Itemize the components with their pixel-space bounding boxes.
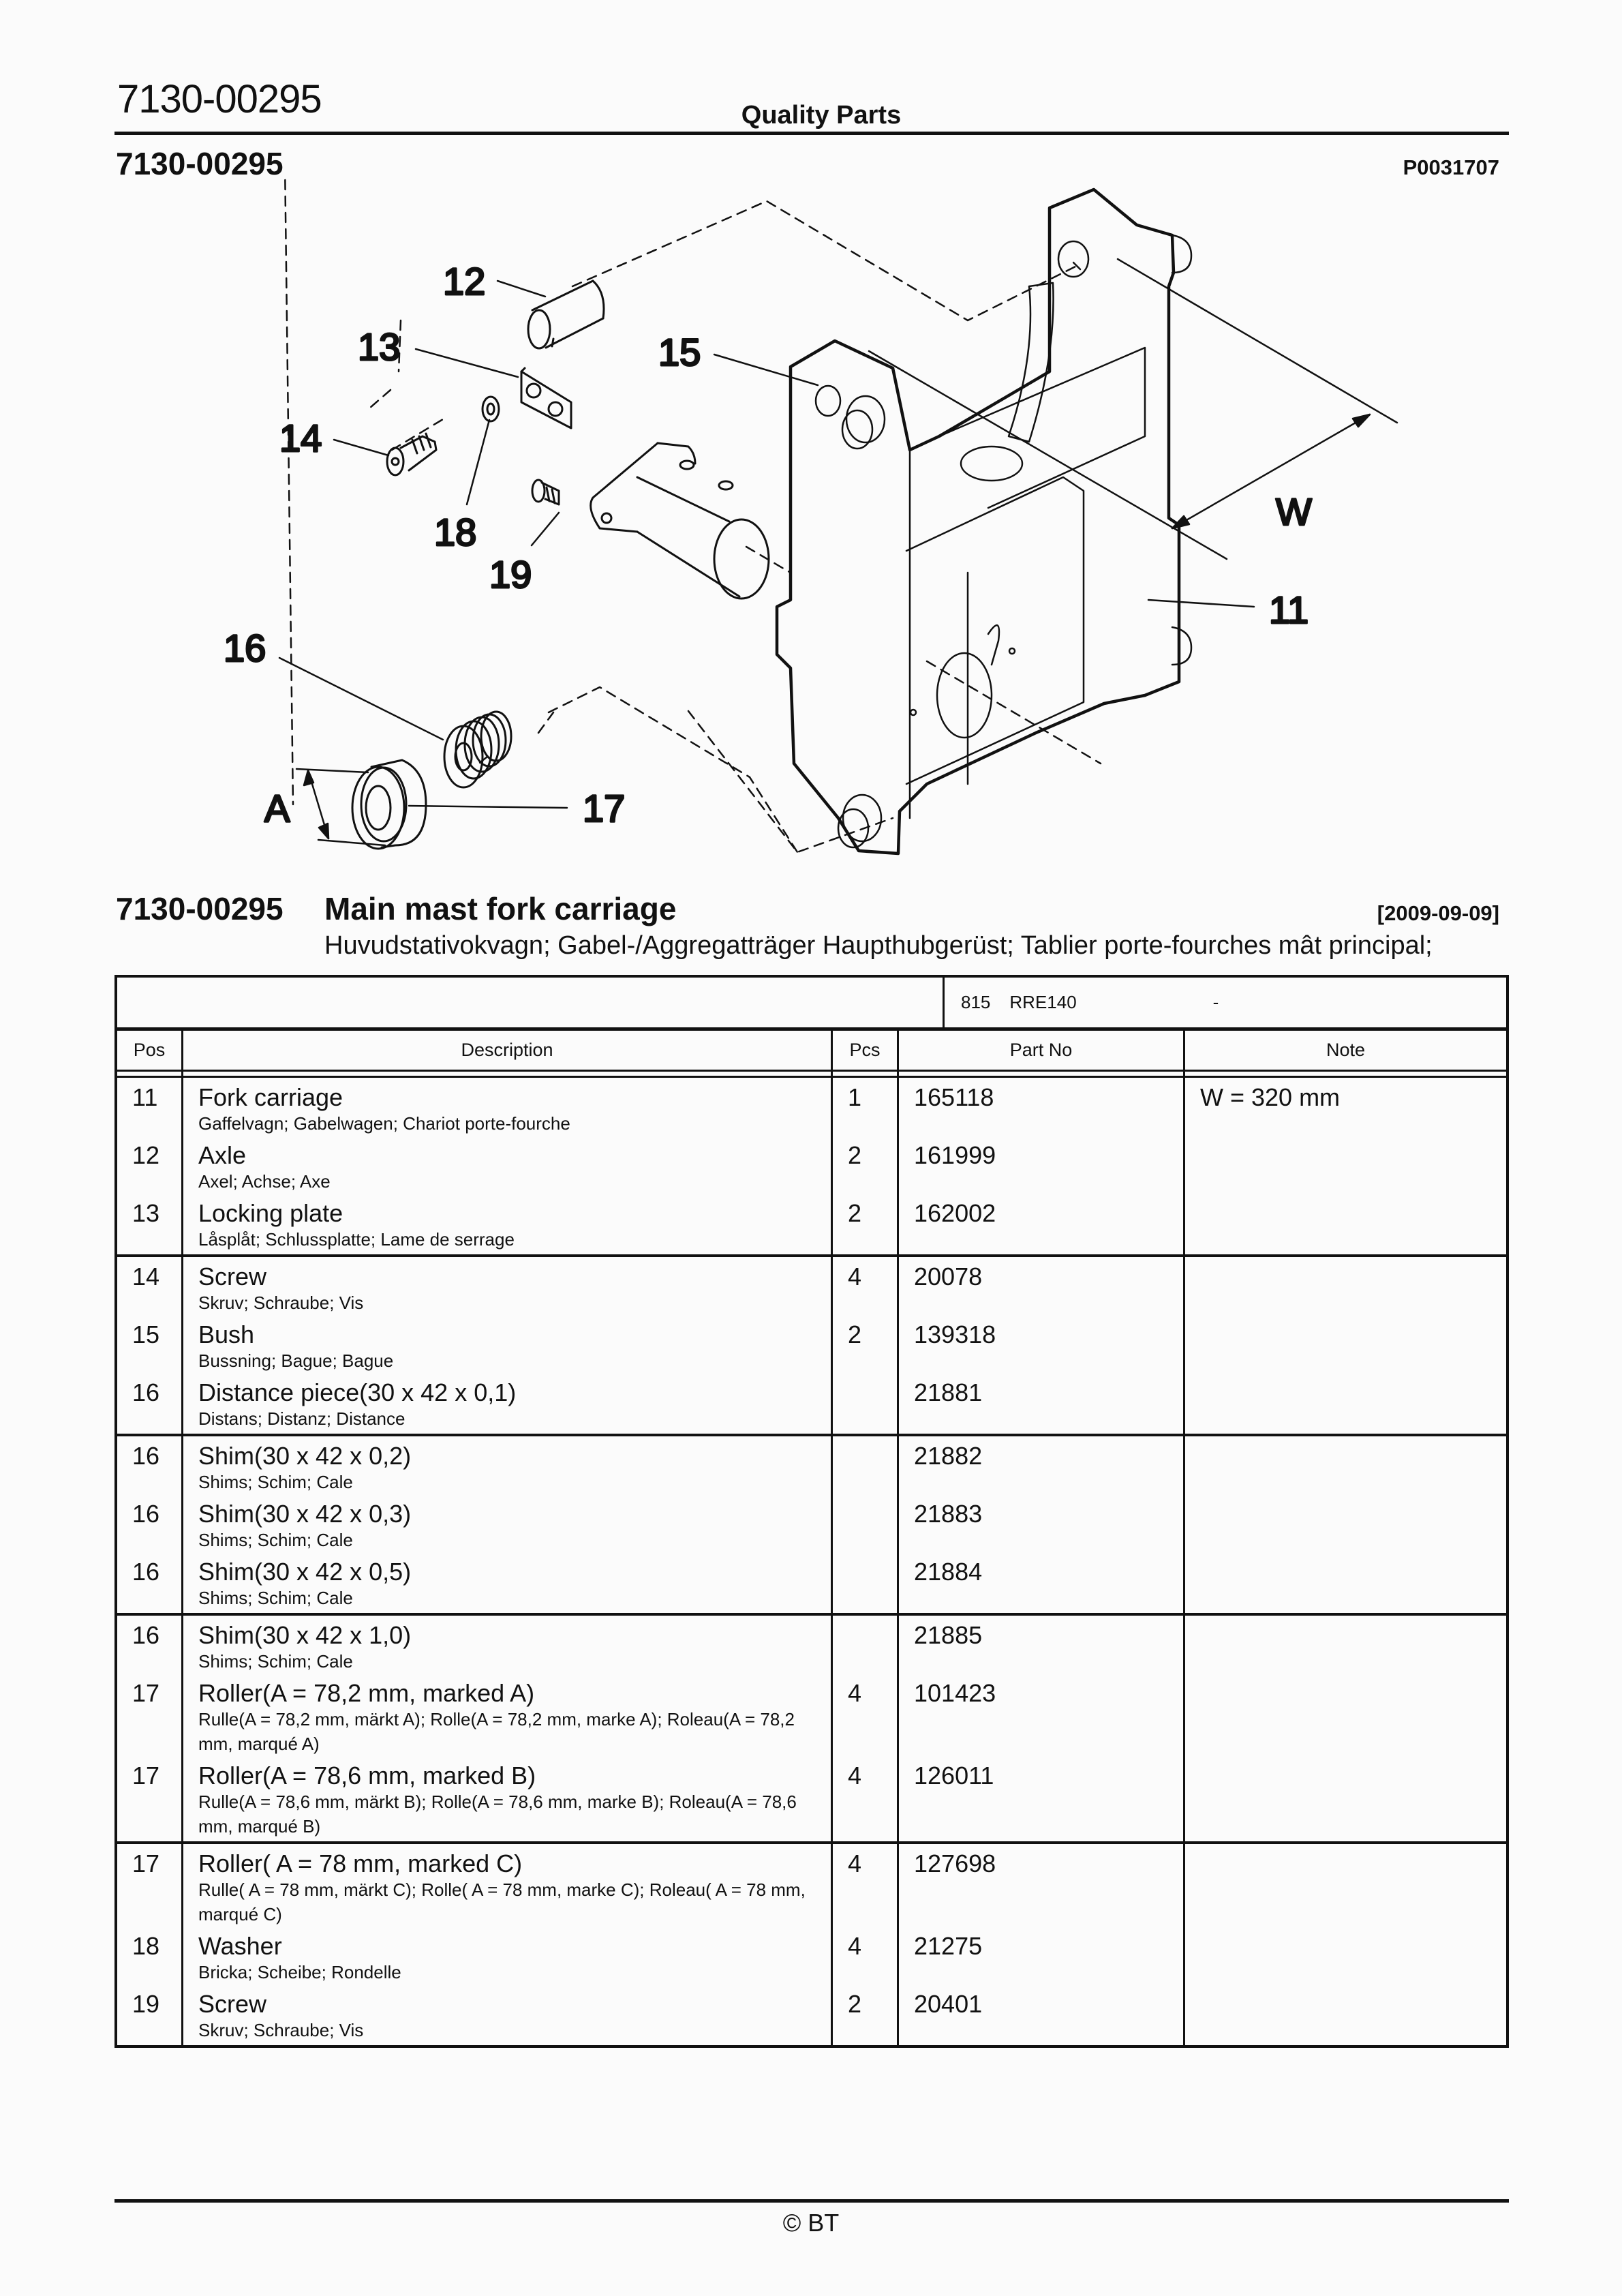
table-row-part-number — [899, 1373, 1183, 1431]
table-row-note — [1185, 1927, 1506, 1984]
table-row-quantity — [833, 1844, 897, 1927]
table-row-position-number — [117, 1078, 181, 1136]
column-pcs — [833, 1844, 899, 2045]
header-title: Quality Parts — [741, 101, 902, 130]
column-pos — [117, 1257, 183, 1434]
screw-part — [387, 434, 436, 475]
roller-part — [352, 760, 426, 849]
quantity: 4 — [848, 1263, 862, 1290]
table-row-description — [183, 1078, 831, 1136]
column-desc — [183, 1078, 833, 1254]
table-row-position-number — [117, 1194, 181, 1252]
column-desc — [183, 1616, 833, 1841]
table-row-part-number — [899, 1194, 1183, 1252]
column-note — [1185, 1257, 1506, 1434]
illustration-reference: P0031707 — [1403, 155, 1499, 179]
column-desc — [183, 1844, 833, 2045]
row-group — [117, 1257, 1506, 1436]
group-title-translations: Huvudstativokvagn; Gabel-/Aggregatträger Haupthubgerüst; Tablier porte-fourches mât principal; — [324, 931, 1433, 960]
table-row-description — [183, 1136, 831, 1194]
document-code: 7130-00295 — [117, 77, 322, 121]
washer-part — [483, 397, 499, 421]
note: W = 320 mm — [1200, 1083, 1341, 1111]
table-row-note — [1185, 1494, 1506, 1552]
model-name: RRE140 — [1009, 992, 1077, 1012]
part-name: Shim(30 x 42 x 0,3) — [198, 1500, 412, 1528]
table-row-quantity — [833, 1078, 897, 1136]
part-number[interactable]: 161999 — [914, 1141, 996, 1169]
table-row-note — [1185, 1552, 1506, 1610]
footer-divider — [114, 2199, 1509, 2203]
table-row-part-number — [899, 1136, 1183, 1194]
part-number[interactable]: 162002 — [914, 1199, 996, 1227]
callout-19: 19 — [489, 553, 532, 596]
table-row-quantity — [833, 1756, 897, 1839]
model-row — [117, 978, 1506, 1031]
part-name: Shim(30 x 42 x 1,0) — [198, 1621, 412, 1649]
table-row-description — [183, 1984, 831, 2042]
column-pcs — [833, 1436, 899, 1613]
callout-12: 12 — [443, 260, 486, 303]
table-row-position-number — [117, 1552, 181, 1610]
model-range: - — [1212, 992, 1219, 1012]
table-row-note — [1185, 1844, 1506, 1927]
row-group — [117, 1078, 1506, 1257]
part-name-translations: Låsplåt; Schlussplatte; Lame de serrage — [198, 1229, 515, 1250]
part-name: Shim(30 x 42 x 0,5) — [198, 1558, 412, 1586]
table-row-note — [1185, 1257, 1506, 1315]
table-row-description — [183, 1552, 831, 1610]
part-number[interactable]: 21882 — [914, 1442, 983, 1470]
callout-15: 15 — [658, 331, 701, 374]
table-row-note — [1185, 1436, 1506, 1494]
part-name: Roller( A = 78 mm, marked C) — [198, 1849, 523, 1877]
model-row-blank — [117, 978, 945, 1027]
row-group — [117, 1436, 1506, 1616]
part-name: Axle — [198, 1141, 247, 1169]
part-name-translations: Shims; Schim; Cale — [198, 1472, 353, 1492]
column-note — [1185, 1078, 1506, 1254]
header-divider — [114, 132, 1509, 135]
dimension-w — [1172, 414, 1370, 528]
column-pos — [117, 1436, 183, 1613]
table-row-note — [1185, 1315, 1506, 1373]
column-part-no — [899, 1436, 1185, 1613]
table-row-position-number — [117, 1436, 181, 1494]
part-name-translations: Axel; Achse; Axe — [198, 1171, 331, 1192]
part-name: Roller(A = 78,2 mm, marked A) — [198, 1679, 535, 1707]
column-pos — [117, 1078, 183, 1254]
table-row-quantity — [833, 1494, 897, 1552]
column-pos — [117, 1844, 183, 2045]
position-number: 12 — [132, 1141, 160, 1169]
position-number: 19 — [132, 1990, 160, 2018]
part-name-translations: Rulle(A = 78,6 mm, märkt B); Rolle(A = 78,6 mm, marke B); Roleau(A = 78,6 mm, marqué B) — [198, 1792, 797, 1837]
table-header — [117, 1031, 1506, 1072]
part-name-translations: Skruv; Schraube; Vis — [198, 1293, 364, 1313]
column-part-no — [899, 1257, 1185, 1434]
table-row-position-number — [117, 1756, 181, 1839]
header-gap — [117, 1072, 1506, 1078]
axle-part — [528, 281, 604, 348]
table-row-description — [183, 1844, 831, 1927]
quantity: 2 — [848, 1199, 862, 1227]
part-number[interactable]: 101423 — [914, 1679, 996, 1707]
part-name: Shim(30 x 42 x 0,2) — [198, 1442, 412, 1470]
part-name-translations: Gaffelvagn; Gabelwagen; Chariot porte-fourche — [198, 1113, 570, 1134]
column-pcs — [833, 1616, 899, 1841]
part-name: Bush — [198, 1320, 255, 1348]
table-row-description — [183, 1494, 831, 1552]
part-name: Screw — [198, 1990, 267, 2018]
quantity: 2 — [848, 1141, 862, 1169]
row-group — [117, 1616, 1506, 1844]
model-info — [945, 978, 1506, 1027]
quantity: 1 — [848, 1083, 862, 1111]
table-row-part-number — [899, 1756, 1183, 1839]
table-row-description — [183, 1257, 831, 1315]
table-row-note — [1185, 1194, 1506, 1252]
fork-carriage-part — [777, 190, 1179, 854]
column-pos — [117, 1616, 183, 1841]
position-number: 17 — [132, 1849, 160, 1877]
table-row-note — [1185, 1616, 1506, 1674]
position-number: 16 — [132, 1558, 160, 1586]
column-part-no — [899, 1616, 1185, 1841]
table-row-part-number — [899, 1552, 1183, 1610]
quantity: 4 — [848, 1932, 862, 1960]
part-name-translations: Skruv; Schraube; Vis — [198, 2020, 364, 2040]
quantity: 4 — [848, 1762, 862, 1789]
table-row-position-number — [117, 1844, 181, 1927]
callout-17: 17 — [583, 787, 626, 830]
copyright: © BT — [782, 2209, 840, 2237]
table-row-description — [183, 1674, 831, 1756]
table-row-quantity — [833, 1927, 897, 1984]
header-note: Note — [1326, 1040, 1366, 1060]
shims-part — [444, 712, 511, 787]
position-number: 16 — [132, 1621, 160, 1649]
column-part-no — [899, 1078, 1185, 1254]
part-number[interactable]: 21884 — [914, 1558, 983, 1586]
position-number: 11 — [132, 1083, 158, 1111]
part-number[interactable]: 139318 — [914, 1320, 996, 1348]
part-name-translations: Bricka; Scheibe; Rondelle — [198, 1962, 401, 1982]
quantity: 4 — [848, 1679, 862, 1707]
position-number: 15 — [132, 1320, 160, 1348]
quantity: 2 — [848, 1320, 862, 1348]
part-number[interactable]: 20401 — [914, 1990, 983, 2018]
part-name-translations: Rulle(A = 78,2 mm, märkt A); Rolle(A = 78,2 mm, marke A); Roleau(A = 78,2 mm, marqué A) — [198, 1709, 795, 1754]
part-name: Locking plate — [198, 1199, 343, 1227]
position-number: 16 — [132, 1442, 160, 1470]
table-row-note — [1185, 1373, 1506, 1431]
table-row-part-number — [899, 1078, 1183, 1136]
dimension-a — [296, 769, 385, 845]
table-row-part-number — [899, 1984, 1183, 2042]
callout-16: 16 — [224, 626, 266, 669]
part-name: Fork carriage — [198, 1083, 343, 1111]
header-pcs: Pcs — [833, 1031, 899, 1070]
part-name-translations: Rulle( A = 78 mm, märkt C); Rolle( A = 78 mm, marke C); Roleau( A = 78 mm, marqué C) — [198, 1879, 806, 1924]
quantity: 4 — [848, 1849, 862, 1877]
header-description: Description — [183, 1031, 833, 1070]
table-row-quantity — [833, 1616, 897, 1674]
part-name-translations: Bussning; Bague; Bague — [198, 1350, 394, 1371]
column-part-no — [899, 1844, 1185, 2045]
table-body — [117, 1078, 1506, 2045]
part-name-translations: Distans; Distanz; Distance — [198, 1408, 406, 1429]
callout-18: 18 — [434, 511, 477, 554]
part-number[interactable]: 21885 — [914, 1621, 983, 1649]
position-number: 13 — [132, 1199, 160, 1227]
exploded-view-diagram — [114, 177, 1509, 873]
table-row-position-number — [117, 1315, 181, 1373]
table-row-description — [183, 1616, 831, 1674]
row-group — [117, 1844, 1506, 2045]
column-pcs — [833, 1257, 899, 1434]
callout-13: 13 — [358, 325, 401, 368]
table-row-part-number — [899, 1315, 1183, 1373]
column-desc — [183, 1257, 833, 1434]
table-row-part-number — [899, 1927, 1183, 1984]
table-row-description — [183, 1194, 831, 1252]
header-part-no: Part No — [899, 1031, 1185, 1070]
part-name: Roller(A = 78,6 mm, marked B) — [198, 1762, 536, 1789]
table-row-position-number — [117, 1984, 181, 2042]
table-row-note — [1185, 1984, 1506, 2042]
table-row-description — [183, 1927, 831, 1984]
table-row-note — [1185, 1136, 1506, 1194]
column-desc — [183, 1436, 833, 1613]
part-number[interactable]: 126011 — [914, 1762, 994, 1789]
table-row-description — [183, 1436, 831, 1494]
table-row-quantity — [833, 1984, 897, 2042]
part-name-translations: Shims; Schim; Cale — [198, 1588, 353, 1608]
position-number: 18 — [132, 1932, 160, 1960]
column-pcs — [833, 1078, 899, 1254]
part-number[interactable]: 127698 — [914, 1849, 996, 1877]
table-row-quantity — [833, 1436, 897, 1494]
column-note — [1185, 1844, 1506, 2045]
table-row-position-number — [117, 1373, 181, 1431]
table-row-position-number — [117, 1494, 181, 1552]
table-row-quantity — [833, 1136, 897, 1194]
part-number[interactable]: 165118 — [914, 1083, 994, 1111]
table-row-description — [183, 1373, 831, 1431]
table-row-quantity — [833, 1674, 897, 1756]
parts-table — [114, 975, 1509, 2048]
part-number[interactable]: 21883 — [914, 1500, 983, 1528]
part-number[interactable]: 21881 — [914, 1378, 983, 1406]
part-name: Washer — [198, 1932, 282, 1960]
table-row-part-number — [899, 1844, 1183, 1927]
part-name-translations: Shims; Schim; Cale — [198, 1651, 353, 1672]
table-row-quantity — [833, 1257, 897, 1315]
part-name: Screw — [198, 1263, 267, 1290]
table-row-part-number — [899, 1494, 1183, 1552]
table-row-position-number — [117, 1616, 181, 1674]
dimension-w-label: W — [1276, 490, 1312, 533]
table-row-position-number — [117, 1257, 181, 1315]
header-pos: Pos — [117, 1031, 183, 1070]
table-row-position-number — [117, 1927, 181, 1984]
position-number: 17 — [132, 1679, 160, 1707]
position-number: 14 — [132, 1263, 160, 1290]
dimension-a-label: A — [264, 787, 290, 830]
revision-date: [2009-09-09] — [1377, 901, 1499, 925]
position-number: 17 — [132, 1762, 160, 1789]
table-row-description — [183, 1315, 831, 1373]
table-row-quantity — [833, 1315, 897, 1373]
quantity: 2 — [848, 1990, 862, 2018]
table-row-quantity — [833, 1194, 897, 1252]
column-note — [1185, 1616, 1506, 1841]
part-name-translations: Shims; Schim; Cale — [198, 1530, 353, 1550]
table-row-quantity — [833, 1552, 897, 1610]
group-code: 7130-00295 — [116, 891, 284, 926]
table-row-position-number — [117, 1136, 181, 1194]
part-name: Distance piece(30 x 42 x 0,1) — [198, 1378, 517, 1406]
part-number[interactable]: 20078 — [914, 1263, 983, 1290]
part-number[interactable]: 21275 — [914, 1932, 983, 1960]
illustration-group-code: 7130-00295 — [116, 146, 284, 181]
group-title: Main mast fork carriage — [324, 891, 677, 926]
model-series: 815 — [961, 992, 991, 1012]
bracket-cylinder-part — [532, 443, 769, 599]
table-row-note — [1185, 1078, 1506, 1136]
table-row-part-number — [899, 1674, 1183, 1756]
table-row-description — [183, 1756, 831, 1839]
table-row-part-number — [899, 1257, 1183, 1315]
table-row-note — [1185, 1674, 1506, 1756]
table-row-part-number — [899, 1616, 1183, 1674]
table-row-part-number — [899, 1436, 1183, 1494]
table-row-position-number — [117, 1674, 181, 1756]
position-number: 16 — [132, 1500, 160, 1528]
table-row-note — [1185, 1756, 1506, 1839]
position-number: 16 — [132, 1378, 160, 1406]
locking-plate-part — [521, 368, 571, 428]
callout-11: 11 — [1269, 588, 1309, 631]
table-row-quantity — [833, 1373, 897, 1431]
fork-carriage-detail — [816, 235, 1397, 847]
column-note — [1185, 1436, 1506, 1613]
callout-14: 14 — [279, 417, 322, 459]
